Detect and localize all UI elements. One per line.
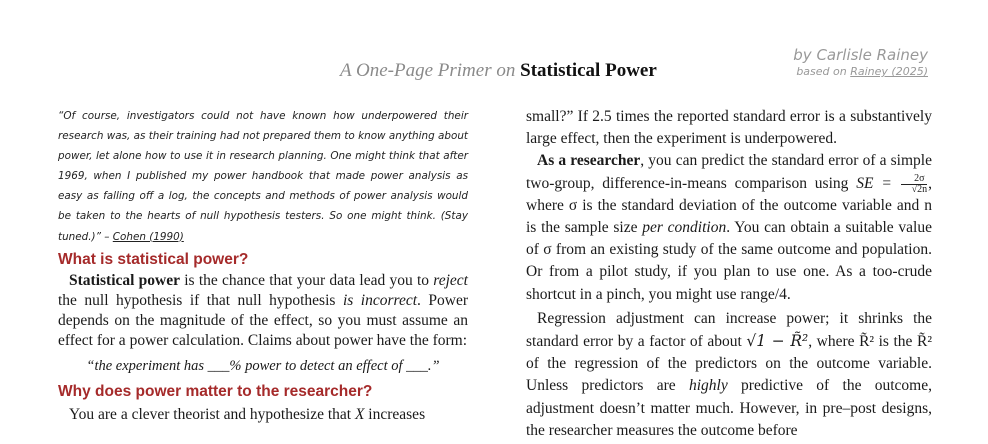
left-column — [58, 106, 468, 425]
author: by Carlisle Rainey — [793, 46, 928, 64]
text-fragment: . Power depends on the magnitude of the effect, so you must assume an effect for a power calculation. Claims about power have the form: — [58, 291, 468, 349]
formula-fraction — [901, 174, 928, 195]
quote-text: “Of course, investigators could not have known how underpowered their research was, as their training had not prepared them to know anything about power, let alone how to use it in research planning. One might think that after 1969, when I published my power handbook that made power analysis as easy as falling off a log, the concepts and methods of power analysis would be taken to the hearts of null hypothesis testers. So one might think. (Stay tuned.)” – — [58, 110, 468, 243]
variable-x: X — [354, 405, 365, 423]
right-column — [526, 106, 932, 442]
text-fragment: , you can predict the standard error of a simple two-group, difference-in-means comparison using — [526, 152, 932, 192]
based-on — [793, 65, 928, 78]
right-paragraph-2 — [526, 150, 932, 305]
text-fragment: increases — [364, 405, 426, 423]
emph-per-condition: per condition — [642, 219, 727, 237]
formula-sqrt: √1 − R̃² — [746, 332, 809, 351]
fraction-denominator: √2n — [911, 183, 928, 195]
section2-paragraph — [58, 405, 468, 425]
text-fragment: . You can obtain a suitable value of σ from an existing study of the same outcome and population. Or from a pilot study, if you plan to use one. As a too-crude shortcut in a pinch, you might use range/4. — [526, 219, 932, 303]
right-paragraph-3 — [526, 308, 932, 442]
power-claim-template: “the experiment has ___% power to detect an effect of ___.” — [86, 357, 440, 374]
based-on-prefix: based on — [796, 65, 851, 78]
title-main: Statistical Power — [520, 60, 657, 81]
section-heading-what-is-power: What is statistical power? — [58, 250, 249, 268]
emph-highly: highly — [688, 377, 728, 395]
text-fragment: , where σ is the standard deviation of the outcome variable and n is the sample size — [526, 174, 932, 237]
text-fragment: predictive of the outcome, adjustment doesn’t matter much. However, in pre–post designs, the researcher measures the outcome before — [526, 377, 932, 439]
quote-citation[interactable]: Cohen (1990) — [112, 230, 184, 243]
title-prefix: A One-Page Primer on — [340, 60, 521, 81]
formula-se: SE = — [856, 174, 900, 192]
lead-as-researcher: As a researcher — [537, 152, 641, 170]
byline — [793, 46, 928, 78]
emph-reject: reject — [433, 271, 468, 289]
emph-incorrect: is incorrect — [342, 291, 418, 309]
based-on-link[interactable]: Rainey (2025) — [850, 65, 928, 78]
fraction-numerator: 2σ — [901, 174, 928, 185]
text-fragment: , where R̃² is the R̃² of the regression of the predictors on the outcome variable. Unless predictors are — [526, 333, 932, 395]
section1-paragraph — [58, 271, 468, 351]
term-statistical-power: Statistical power — [69, 271, 180, 289]
text-fragment: the null hypothesis if that null hypothesis — [58, 291, 343, 309]
page-title — [340, 60, 657, 82]
text-fragment: is the chance that your data lead you to — [180, 271, 434, 289]
text-fragment: Regression adjustment can increase power; it shrinks the standard error by a factor of about — [526, 309, 932, 351]
right-paragraph-1: small?” If 2.5 times the reported standard error is a substantively large effect, then the experiment is underpowered. — [526, 108, 932, 148]
epigraph-quote — [58, 106, 468, 247]
section-heading-why-power-matters: Why does power matter to the researcher? — [58, 382, 373, 400]
text-fragment: You are a clever theorist and hypothesize that — [69, 405, 355, 423]
